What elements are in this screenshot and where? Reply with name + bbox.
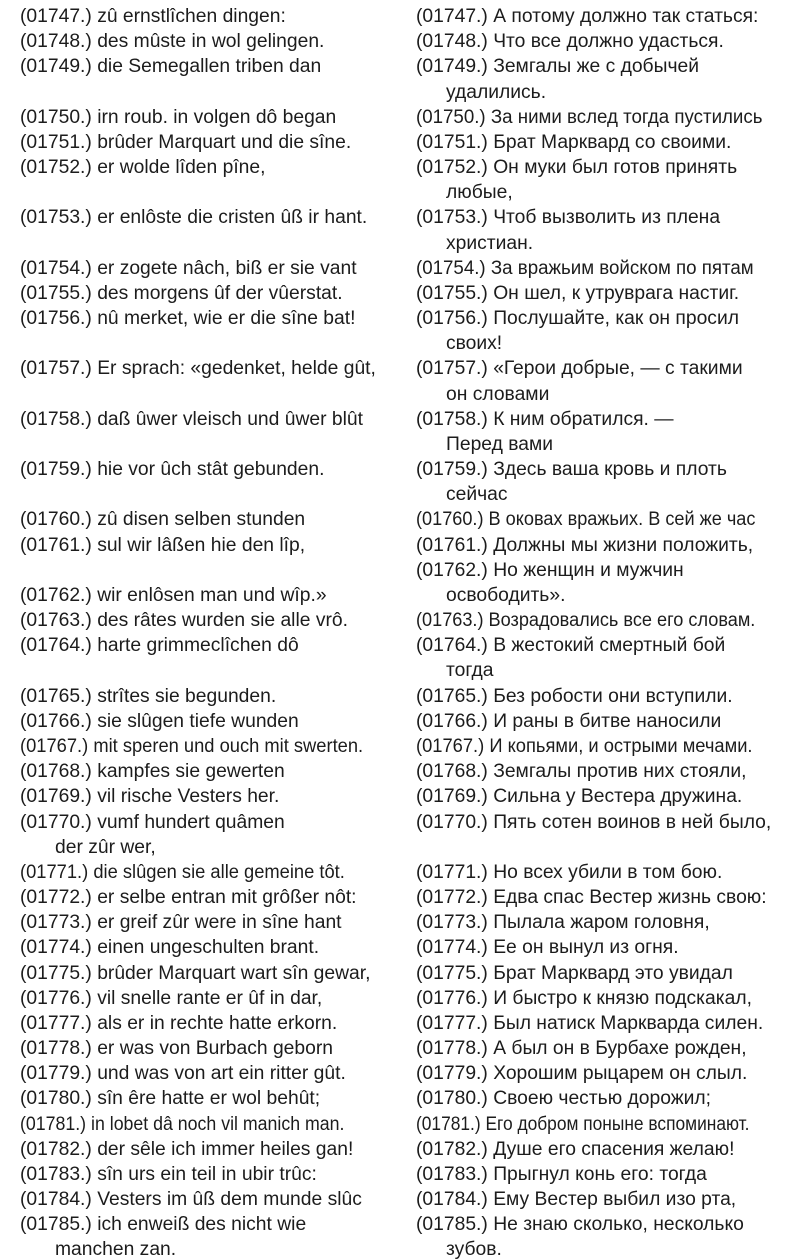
verse-number: (01747.) bbox=[416, 6, 488, 27]
verse-text: nû merket, wie er die sîne bat! bbox=[97, 308, 356, 330]
verse-number: (01749.) bbox=[416, 56, 488, 78]
verse-number: (01780.) bbox=[416, 1088, 488, 1110]
verse-text: sie slûgen tiefe wunden bbox=[97, 710, 299, 732]
verse-number: (01773.) bbox=[416, 912, 488, 934]
verse-number: (01763.) bbox=[20, 610, 92, 632]
verse-text: Своею честью дорожил; bbox=[493, 1088, 711, 1110]
blank-line bbox=[20, 482, 398, 507]
verse-number: (01768.) bbox=[416, 761, 488, 783]
verse-text: harte grimmeclîchen dô bbox=[97, 635, 299, 657]
verse-line bbox=[416, 29, 790, 54]
verse-line bbox=[416, 1011, 790, 1036]
verse-text: Пылала жаром головня, bbox=[493, 912, 710, 934]
verse-line bbox=[416, 507, 768, 532]
verse-line bbox=[416, 810, 790, 835]
verse-number: (01766.) bbox=[20, 710, 92, 732]
verse-number: (01775.) bbox=[416, 962, 488, 984]
verse-line bbox=[20, 1162, 398, 1187]
verse-text: vil snelle rante er ûf in dar, bbox=[97, 987, 323, 1009]
verse-text: strîtes sie begunden. bbox=[97, 685, 277, 707]
verse-number: (01774.) bbox=[20, 937, 92, 959]
verse-line bbox=[416, 633, 790, 658]
russian-translation-column bbox=[416, 4, 790, 1259]
verse-text: Душе его спасения желаю! bbox=[493, 1138, 735, 1160]
verse-text: Он муки был готов принять bbox=[493, 157, 738, 179]
verse-text: zû disen selben stunden bbox=[97, 509, 306, 531]
verse-number: (01769.) bbox=[416, 786, 488, 808]
verse-line bbox=[416, 155, 790, 180]
verse-line bbox=[416, 407, 790, 432]
verse-text: Не знаю сколько, несколько bbox=[493, 1214, 744, 1236]
verse-line bbox=[416, 860, 790, 885]
verse-line bbox=[20, 583, 398, 608]
verse-number: (01760.) bbox=[416, 509, 484, 531]
verse-text: Что все должно удасться. bbox=[493, 31, 724, 53]
verse-number: (01750.) bbox=[416, 106, 486, 128]
verse-line bbox=[20, 734, 379, 759]
verse-number: (01785.) bbox=[20, 1214, 92, 1236]
verse-number: (01772.) bbox=[416, 887, 488, 909]
verse-text: Земгалы же с добычей bbox=[493, 56, 700, 78]
verse-text: Но всех убили в том бою. bbox=[493, 861, 723, 883]
verse-line bbox=[20, 457, 398, 482]
verse-line bbox=[416, 935, 790, 960]
verse-text: die slûgen sie alle gemeine tôt. bbox=[93, 861, 345, 883]
blank-line bbox=[20, 558, 398, 583]
verse-line bbox=[416, 205, 790, 230]
verse-text: Чтоб вызволить из плена bbox=[493, 207, 721, 229]
blank-line bbox=[20, 180, 398, 205]
verse-number: (01770.) bbox=[20, 811, 92, 833]
verse-text: Ее он вынул из огня. bbox=[493, 937, 679, 959]
verse-text: христиан. bbox=[446, 232, 534, 254]
verse-line bbox=[416, 759, 790, 784]
blank-line bbox=[20, 80, 398, 105]
verse-text: brûder Marquart und die sîne. bbox=[97, 131, 352, 153]
verse-line bbox=[20, 860, 379, 885]
verse-continuation-line bbox=[416, 1237, 790, 1259]
verse-number: (01783.) bbox=[416, 1163, 488, 1185]
verse-text: wir enlôsen man und wîp.» bbox=[97, 584, 327, 606]
verse-text: Земгалы против них стояли, bbox=[493, 761, 747, 783]
verse-number: (01764.) bbox=[416, 635, 488, 657]
verse-number: (01759.) bbox=[416, 459, 488, 481]
verse-text: «Герои добрые, — с такими bbox=[493, 358, 743, 380]
verse-number: (01778.) bbox=[416, 1038, 488, 1060]
verse-text: Послушайте, как он просил bbox=[493, 308, 739, 330]
verse-line bbox=[416, 1086, 790, 1111]
verse-continuation-line bbox=[416, 80, 790, 105]
verse-line bbox=[416, 457, 790, 482]
verse-line bbox=[20, 155, 398, 180]
verse-line bbox=[20, 130, 398, 155]
verse-continuation-line bbox=[416, 180, 790, 205]
verse-line bbox=[20, 507, 398, 532]
verse-number: (01766.) bbox=[416, 710, 488, 732]
verse-continuation-line bbox=[416, 432, 790, 457]
verse-line bbox=[20, 1086, 398, 1111]
blank-line bbox=[416, 835, 790, 860]
verse-number: (01762.) bbox=[416, 559, 488, 581]
verse-line bbox=[416, 1036, 790, 1061]
verse-line bbox=[20, 4, 398, 29]
verse-text: einen ungeschulten brant. bbox=[97, 937, 320, 959]
verse-line bbox=[416, 281, 790, 306]
verse-line bbox=[20, 608, 398, 633]
german-verse-column bbox=[20, 4, 398, 1259]
verse-line bbox=[20, 910, 398, 935]
verse-line bbox=[20, 54, 398, 79]
verse-text: Едва спас Вестер жизнь свою: bbox=[493, 887, 767, 909]
verse-text: Брат Марквард со своими. bbox=[493, 131, 732, 153]
verse-text: Прыгнул конь его: тогда bbox=[493, 1163, 707, 1185]
verse-continuation-line bbox=[20, 1237, 398, 1259]
verse-number: (01776.) bbox=[416, 987, 488, 1009]
verse-line bbox=[20, 1137, 398, 1162]
verse-line bbox=[416, 54, 790, 79]
verse-number: (01775.) bbox=[20, 962, 92, 984]
verse-number: (01781.) bbox=[416, 1113, 481, 1135]
verse-number: (01773.) bbox=[20, 912, 92, 934]
verse-text: sul wir lâßen hie den lîp, bbox=[97, 534, 306, 556]
verse-line bbox=[416, 130, 790, 155]
verse-number: (01765.) bbox=[20, 685, 92, 707]
verse-line bbox=[20, 935, 398, 960]
verse-text: des mûste in wol gelingen. bbox=[97, 31, 325, 53]
verse-text: сейчас bbox=[446, 484, 508, 506]
verse-text: mit speren und ouch mit swerten. bbox=[93, 735, 364, 757]
verse-number: (01783.) bbox=[20, 1163, 92, 1185]
verse-number: (01754.) bbox=[416, 257, 486, 279]
verse-text: ich enweiß des nicht wie bbox=[97, 1214, 307, 1236]
verse-number: (01764.) bbox=[20, 635, 92, 657]
verse-number: (01781.) bbox=[20, 1113, 87, 1135]
verse-line bbox=[416, 558, 790, 583]
verse-number: (01756.) bbox=[416, 308, 488, 330]
verse-number: (01784.) bbox=[416, 1189, 488, 1211]
verse-text: Ему Вестер выбил изо рта, bbox=[493, 1189, 737, 1211]
verse-continuation-line bbox=[416, 583, 790, 608]
verse-number: (01747.) bbox=[20, 6, 92, 27]
verse-text: er greif zûr were in sîne hant bbox=[97, 912, 342, 934]
verse-text: Перед вами bbox=[446, 433, 553, 455]
verse-number: (01752.) bbox=[20, 157, 92, 179]
verse-line bbox=[416, 709, 790, 734]
verse-text: sîn êre hatte er wol behût; bbox=[97, 1088, 321, 1110]
verse-text: manchen zan. bbox=[55, 1239, 177, 1259]
verse-text: И раны в битве наносили bbox=[493, 710, 722, 732]
verse-line bbox=[20, 759, 398, 784]
verse-line bbox=[20, 205, 398, 230]
verse-continuation-line bbox=[20, 835, 398, 860]
verse-text: und was von art ein ritter gût. bbox=[97, 1063, 346, 1085]
verse-text: тогда bbox=[446, 660, 494, 682]
verse-number: (01779.) bbox=[416, 1063, 488, 1085]
verse-line bbox=[20, 407, 398, 432]
verse-text: Но женщин и мужчин bbox=[493, 559, 684, 581]
verse-number: (01784.) bbox=[20, 1189, 92, 1211]
verse-text: А был он в Бурбахе рожден, bbox=[493, 1038, 747, 1060]
verse-number: (01757.) bbox=[20, 358, 92, 380]
verse-text: daß ûwer vleisch und ûwer blût bbox=[97, 408, 363, 430]
verse-line bbox=[20, 961, 398, 986]
verse-text: Здесь ваша кровь и плоть bbox=[493, 459, 727, 481]
verse-number: (01748.) bbox=[416, 31, 488, 53]
verse-number: (01761.) bbox=[416, 534, 488, 556]
verse-number: (01763.) bbox=[416, 610, 484, 632]
verse-line bbox=[20, 784, 398, 809]
verse-number: (01767.) bbox=[20, 735, 89, 757]
verse-text: А потому должно так статься: bbox=[493, 6, 759, 27]
verse-line bbox=[20, 29, 398, 54]
verse-line bbox=[20, 281, 398, 306]
verse-line bbox=[416, 784, 790, 809]
verse-line bbox=[20, 1061, 398, 1086]
verse-number: (01752.) bbox=[416, 157, 488, 179]
verse-number: (01759.) bbox=[20, 459, 92, 481]
verse-text: Сильна у Вестера дружина. bbox=[493, 786, 743, 808]
verse-text: Vesters im ûß dem munde slûc bbox=[97, 1189, 362, 1211]
verse-text: В жестокий смертный бой bbox=[493, 635, 726, 657]
verse-text: любые, bbox=[446, 182, 513, 204]
verse-line bbox=[20, 1212, 398, 1237]
verse-text: Его добром поныне вспоминают. bbox=[485, 1113, 750, 1135]
verse-line bbox=[20, 810, 398, 835]
verse-line bbox=[416, 533, 790, 558]
verse-text: Должны мы жизни положить, bbox=[493, 534, 754, 556]
verse-line bbox=[416, 4, 790, 29]
verse-continuation-line bbox=[416, 482, 790, 507]
verse-line bbox=[20, 256, 398, 281]
verse-text: er enlôste die cristen ûß ir hant. bbox=[97, 207, 368, 229]
verse-line bbox=[416, 356, 790, 381]
verse-line bbox=[416, 885, 790, 910]
verse-line bbox=[20, 306, 398, 331]
blank-line bbox=[20, 382, 398, 407]
verse-continuation-line bbox=[416, 231, 790, 256]
verse-number: (01769.) bbox=[20, 786, 92, 808]
verse-line bbox=[416, 734, 771, 759]
verse-line bbox=[416, 256, 779, 281]
verse-number: (01758.) bbox=[20, 408, 92, 430]
verse-number: (01772.) bbox=[20, 887, 92, 909]
verse-text: der sêle ich immer heiles gan! bbox=[97, 1138, 354, 1160]
blank-line bbox=[20, 231, 398, 256]
verse-text: als er in rechte hatte erkorn. bbox=[97, 1012, 338, 1034]
verse-text: За ними вслед тогда пустились bbox=[490, 106, 763, 128]
verse-number: (01776.) bbox=[20, 987, 92, 1009]
verse-line bbox=[20, 1187, 398, 1212]
verse-text: За вражьим войском по пятам bbox=[490, 257, 754, 279]
verse-text: der zûr wer, bbox=[55, 836, 156, 858]
verse-number: (01782.) bbox=[416, 1138, 488, 1160]
verse-text: Был натиск Маркварда силен. bbox=[493, 1012, 764, 1034]
verse-number: (01774.) bbox=[416, 937, 488, 959]
verse-text: И копьями, и острыми мечами. bbox=[489, 735, 753, 757]
verse-text: sîn urs ein teil in ubir trûc: bbox=[97, 1163, 317, 1185]
verse-number: (01753.) bbox=[416, 207, 488, 229]
verse-text: vil rische Vesters her. bbox=[97, 786, 280, 808]
verse-text: В оковах вражьих. В сей же час bbox=[488, 509, 756, 531]
verse-text: зубов. bbox=[446, 1239, 502, 1259]
verse-line bbox=[20, 105, 398, 130]
verse-number: (01755.) bbox=[416, 282, 488, 304]
verse-text: kampfes sie gewerten bbox=[97, 761, 285, 783]
verse-text: К ним обратился. — bbox=[493, 408, 674, 430]
verse-continuation-line bbox=[416, 382, 790, 407]
verse-number: (01768.) bbox=[20, 761, 92, 783]
verse-number: (01758.) bbox=[416, 408, 488, 430]
verse-number: (01760.) bbox=[20, 509, 92, 531]
verse-text: vumf hundert quâmen bbox=[97, 811, 285, 833]
verse-text: И быстро к князю подскакал, bbox=[493, 987, 752, 1009]
verse-line bbox=[416, 1212, 790, 1237]
verse-text: Брат Марквард это увидал bbox=[493, 962, 733, 984]
verse-line bbox=[416, 105, 779, 130]
verse-text: Er sprach: «gedenket, helde gût, bbox=[97, 358, 376, 380]
verse-text: die Semegallen triben dan bbox=[97, 56, 322, 78]
verse-line bbox=[416, 961, 790, 986]
verse-line bbox=[20, 1036, 398, 1061]
verse-text: Хорошим рыцарем он слыл. bbox=[493, 1063, 748, 1085]
verse-number: (01767.) bbox=[416, 735, 485, 757]
verse-text: удалились. bbox=[446, 81, 547, 103]
verse-line bbox=[416, 1187, 790, 1212]
verse-text: он словами bbox=[446, 383, 550, 405]
verse-number: (01762.) bbox=[20, 584, 92, 606]
verse-number: (01777.) bbox=[20, 1012, 92, 1034]
verse-line bbox=[416, 306, 790, 331]
verse-text: brûder Marquart wart sîn gewar, bbox=[97, 962, 371, 984]
verse-number: (01761.) bbox=[20, 534, 92, 556]
verse-text: Он шел, к утруврага настиг. bbox=[493, 282, 740, 304]
verse-number: (01750.) bbox=[20, 106, 92, 128]
verse-continuation-line bbox=[416, 331, 790, 356]
verse-text: освободить». bbox=[446, 584, 566, 606]
verse-number: (01771.) bbox=[20, 861, 89, 883]
verse-continuation-line bbox=[416, 658, 790, 683]
verse-number: (01765.) bbox=[416, 685, 488, 707]
blank-line bbox=[20, 331, 398, 356]
verse-text: des morgens ûf der vûerstat. bbox=[97, 282, 343, 304]
verse-line bbox=[416, 910, 790, 935]
verse-line bbox=[20, 356, 398, 381]
verse-text: er zogete nâch, biß er sie vant bbox=[97, 257, 357, 279]
verse-line bbox=[20, 1112, 368, 1137]
verse-number: (01754.) bbox=[20, 257, 92, 279]
verse-line bbox=[416, 986, 790, 1011]
verse-text: in lobet dâ noch vil manich man. bbox=[91, 1113, 345, 1135]
blank-line bbox=[20, 432, 398, 457]
verse-line bbox=[416, 684, 790, 709]
verse-text: Возрадовались все его словам. bbox=[488, 610, 756, 632]
verse-number: (01749.) bbox=[20, 56, 92, 78]
verse-line bbox=[416, 1112, 753, 1137]
verse-text: er selbe entran mit grôßer nôt: bbox=[97, 887, 357, 909]
verse-number: (01755.) bbox=[20, 282, 92, 304]
verse-text: Пять сотен воинов в ней было, bbox=[493, 811, 772, 833]
verse-number: (01777.) bbox=[416, 1012, 488, 1034]
verse-text: er was von Burbach geborn bbox=[97, 1038, 333, 1060]
verse-number: (01779.) bbox=[20, 1063, 92, 1085]
blank-line bbox=[20, 658, 398, 683]
verse-line bbox=[416, 1061, 790, 1086]
verse-number: (01780.) bbox=[20, 1088, 92, 1110]
verse-number: (01756.) bbox=[20, 308, 92, 330]
verse-text: des râtes wurden sie alle vrô. bbox=[97, 610, 348, 632]
verse-number: (01753.) bbox=[20, 207, 92, 229]
verse-line bbox=[20, 885, 398, 910]
verse-number: (01748.) bbox=[20, 31, 92, 53]
verse-text: er wolde lîden pîne, bbox=[97, 157, 266, 179]
verse-text: Без робости они вступили. bbox=[493, 685, 733, 707]
verse-line bbox=[20, 986, 398, 1011]
verse-number: (01785.) bbox=[416, 1214, 488, 1236]
verse-line bbox=[20, 709, 398, 734]
verse-line bbox=[20, 533, 398, 558]
verse-line bbox=[20, 684, 398, 709]
verse-number: (01770.) bbox=[416, 811, 488, 833]
verse-text: своих! bbox=[446, 333, 503, 355]
verse-number: (01778.) bbox=[20, 1038, 92, 1060]
verse-number: (01782.) bbox=[20, 1138, 92, 1160]
verse-text: irn roub. in volgen dô began bbox=[97, 106, 337, 128]
verse-line bbox=[20, 1011, 398, 1036]
verse-line bbox=[416, 1137, 790, 1162]
verse-number: (01771.) bbox=[416, 861, 488, 883]
verse-line bbox=[416, 608, 768, 633]
verse-line bbox=[416, 1162, 790, 1187]
verse-number: (01757.) bbox=[416, 358, 488, 380]
verse-text: hie vor ûch stât gebunden. bbox=[97, 459, 325, 481]
verse-line bbox=[20, 633, 398, 658]
verse-number: (01751.) bbox=[20, 131, 92, 153]
verse-text: zû ernstlîchen dingen: bbox=[97, 6, 286, 27]
verse-number: (01751.) bbox=[416, 131, 488, 153]
